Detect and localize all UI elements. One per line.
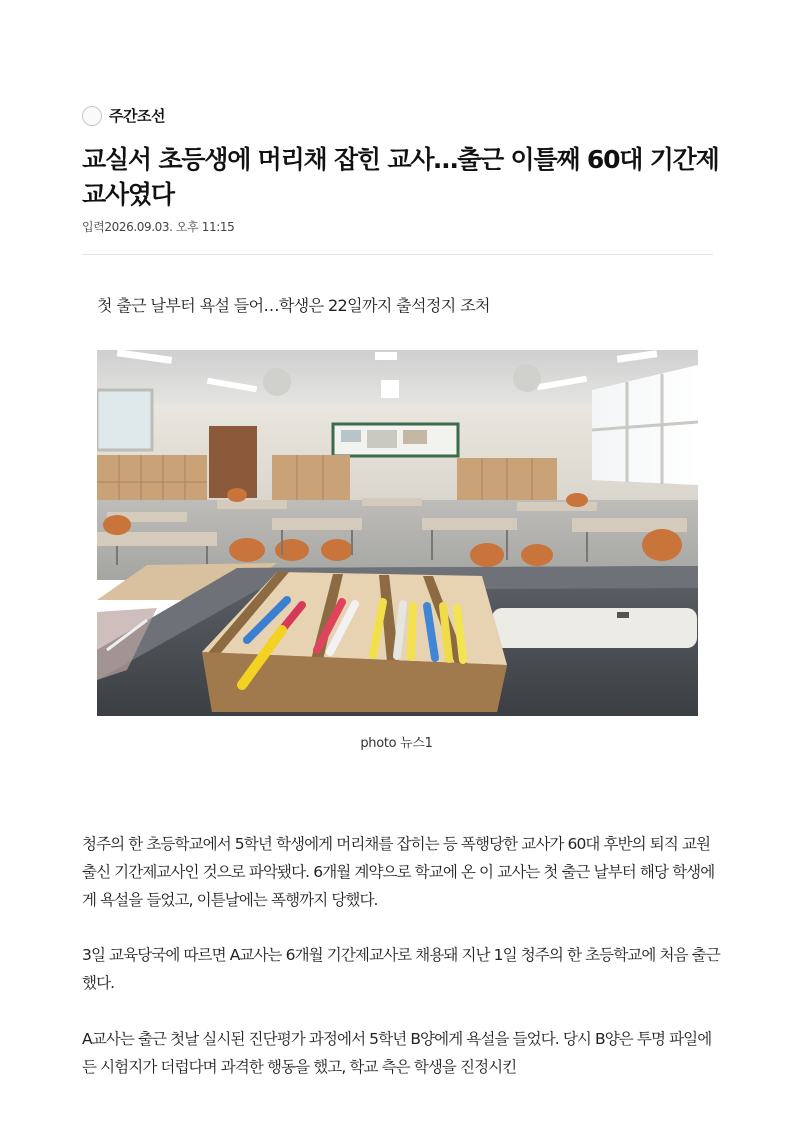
- article-title: 교실서 초등생에 머리채 잡힌 교사…출근 이틀째 60대 기간제교사였다: [82, 145, 719, 209]
- header-divider: [82, 254, 713, 255]
- photo-caption: photo 뉴스1: [360, 736, 433, 751]
- article-paragraph: 청주의 한 초등학교에서 5학년 학생에게 머리채를 잡히는 등 폭행당한 교사가 60대 후반의 퇴직 교원 출신 기간제교사인 것으로 파악됐다. 6개월 계약으로 학교에 온 이 교사는 첫 출근 날부터 해당 학생에게 욕설을 들었고, 이튿날에는 폭행까지 당했다.: [82, 835, 715, 909]
- article-paragraph: 3일 교육당국에 따르면 A교사는 6개월 기간제교사로 채용돼 지난 1일 청주의 한 초등학교에 처음 출근했다.: [82, 946, 720, 992]
- published-label: 입력: [82, 220, 105, 234]
- article-dateline: [82, 218, 234, 235]
- publisher-logo-icon: [82, 106, 102, 126]
- publisher[interactable]: [82, 105, 165, 126]
- publisher-name: 주간조선: [109, 107, 165, 125]
- published-date: 2026.09.03. 오후 11:15: [104, 220, 235, 234]
- article-photo: [97, 350, 698, 716]
- article-paragraph: A교사는 출근 첫날 실시된 진단평가 과정에서 5학년 B양에게 욕설을 들었다. 당시 B양은 투명 파일에 든 시험지가 더럽다며 과격한 행동을 했고, 학교 측은 학생을 진정시킨: [82, 1030, 712, 1076]
- article-subheadline: 첫 출근 날부터 욕설 들어…학생은 22일까지 출석정지 조처: [97, 296, 490, 315]
